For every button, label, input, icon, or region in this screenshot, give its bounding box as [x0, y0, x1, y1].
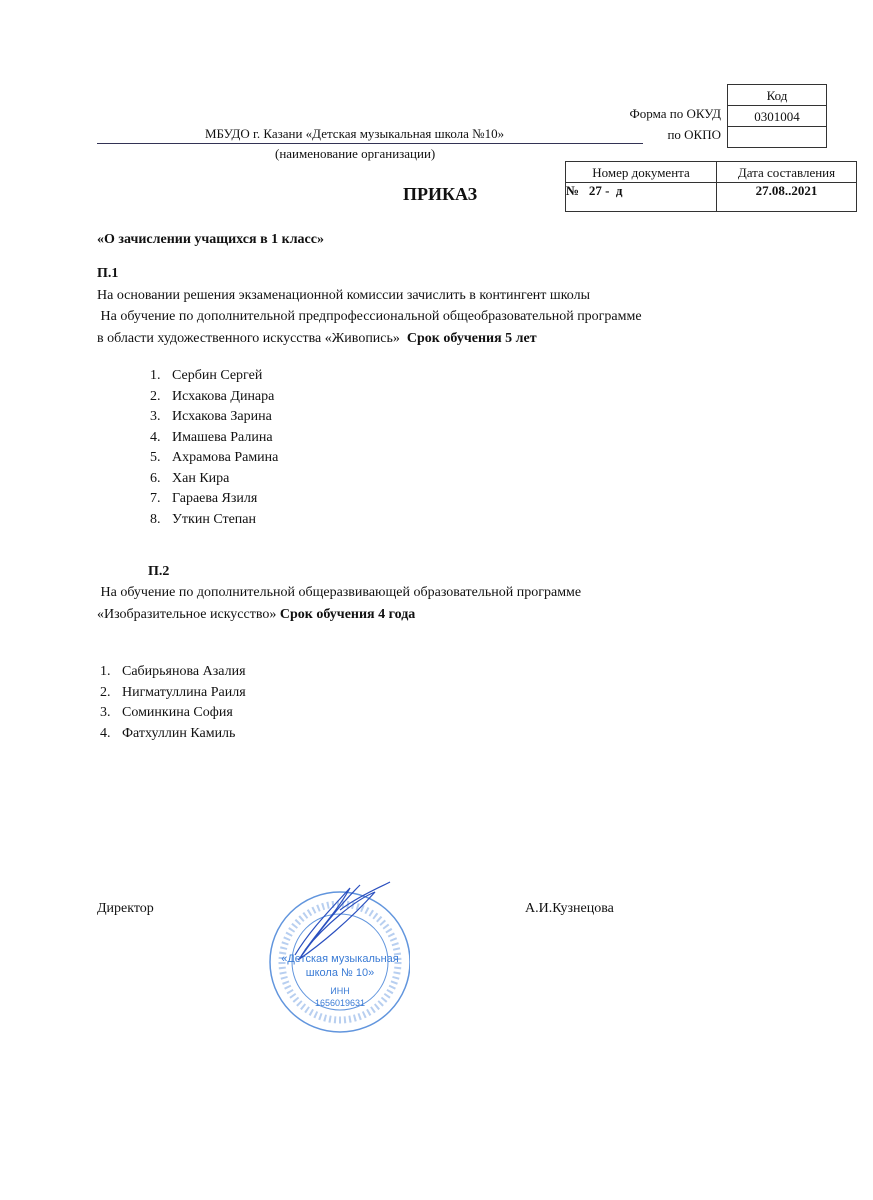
list-number: 6. — [150, 470, 161, 486]
org-underline — [97, 143, 643, 144]
stamp — [210, 870, 410, 1060]
list-number: 2. — [150, 388, 161, 404]
list-number: 2. — [100, 684, 111, 700]
student-name: Хан Кира — [172, 470, 230, 486]
list-item — [100, 705, 233, 721]
student-name: Фатхуллин Камиль — [122, 725, 236, 741]
p1-duration: Срок обучения 5 лет — [406, 331, 537, 346]
signature-name: А.И.Кузнецова — [525, 901, 614, 916]
list-item — [150, 471, 229, 487]
list-item — [150, 512, 256, 528]
student-name: Имашева Ралина — [172, 429, 273, 445]
org-caption: (наименование организации) — [275, 146, 436, 161]
subject: «О зачислении учащихся в 1 класс» — [97, 232, 324, 247]
p1-heading: П.1 — [97, 266, 119, 281]
p1-line3 — [97, 331, 537, 347]
list-item — [150, 389, 274, 405]
list-number: 4. — [150, 429, 161, 445]
p1-line3-text: в области художественного искусства «Живопись» — [97, 331, 400, 346]
student-name: Исхакова Динара — [172, 388, 275, 404]
list-item — [100, 685, 246, 701]
list-item — [100, 726, 235, 742]
doc-number-table — [565, 161, 857, 212]
student-name: Сербин Сергей — [172, 368, 263, 383]
list-number: 7. — [150, 491, 161, 506]
list-number: 1. — [100, 664, 111, 679]
list-number: 3. — [100, 705, 111, 720]
p2-line2 — [97, 607, 415, 623]
stamp-inn-label: ИНН — [330, 986, 350, 996]
p2-heading: П.2 — [148, 564, 170, 579]
p2-duration: Срок обучения 4 года — [276, 607, 416, 622]
stamp-center-text: «Детская музыкальная школа № 10» — [281, 953, 399, 979]
student-name: Сабирьянова Азалия — [122, 664, 246, 679]
list-item — [150, 450, 278, 466]
list-number: 3. — [150, 409, 161, 424]
p1-line2: На обучение по дополнительной предпрофессиональной общеобразовательной программе — [97, 309, 642, 324]
okpo-label: по ОКПО — [667, 127, 721, 142]
p2-line1: На обучение по дополнительной общеразвивающей образовательной программе — [97, 585, 582, 600]
org-name: МБУДО г. Казани «Детская музыкальная школа №10» — [205, 126, 505, 141]
signature-position: Директор — [97, 901, 154, 916]
okud-label: Форма по ОКУД — [629, 106, 721, 121]
list-item — [150, 430, 273, 446]
list-number: 4. — [100, 725, 111, 741]
list-number: 1. — [150, 368, 161, 383]
list-number: 8. — [150, 511, 161, 527]
doc-date: 27.08..2021 — [717, 183, 857, 212]
list-item — [150, 491, 257, 507]
handwritten-signature — [295, 882, 390, 960]
okud-code: 0301004 — [728, 106, 827, 127]
student-name: Нигматуллина Раиля — [122, 684, 246, 700]
date-header: Дата составления — [717, 162, 857, 183]
code-table — [727, 84, 827, 148]
page-title: ПРИКАЗ — [403, 184, 478, 204]
student-name: Гараева Язиля — [172, 491, 258, 506]
list-item — [150, 368, 262, 384]
okpo-code — [728, 127, 827, 148]
p1-line1: На основании решения экзаменационной комиссии зачислить в контингент школы — [97, 288, 590, 303]
student-name: Соминкина София — [122, 705, 233, 720]
doc-number: № 27 - д — [566, 183, 717, 212]
student-name: Уткин Степан — [172, 511, 256, 527]
list-item — [100, 664, 246, 680]
student-name: Ахрамова Рамина — [172, 450, 279, 465]
code-header: Код — [728, 85, 827, 106]
number-header: Номер документа — [566, 162, 717, 183]
list-number: 5. — [150, 450, 161, 465]
stamp-inn: 1656019631 — [314, 998, 366, 1008]
list-item — [150, 409, 272, 425]
student-name: Исхакова Зарина — [172, 409, 272, 424]
p2-line2-text: «Изобразительное искусство» — [97, 607, 277, 622]
